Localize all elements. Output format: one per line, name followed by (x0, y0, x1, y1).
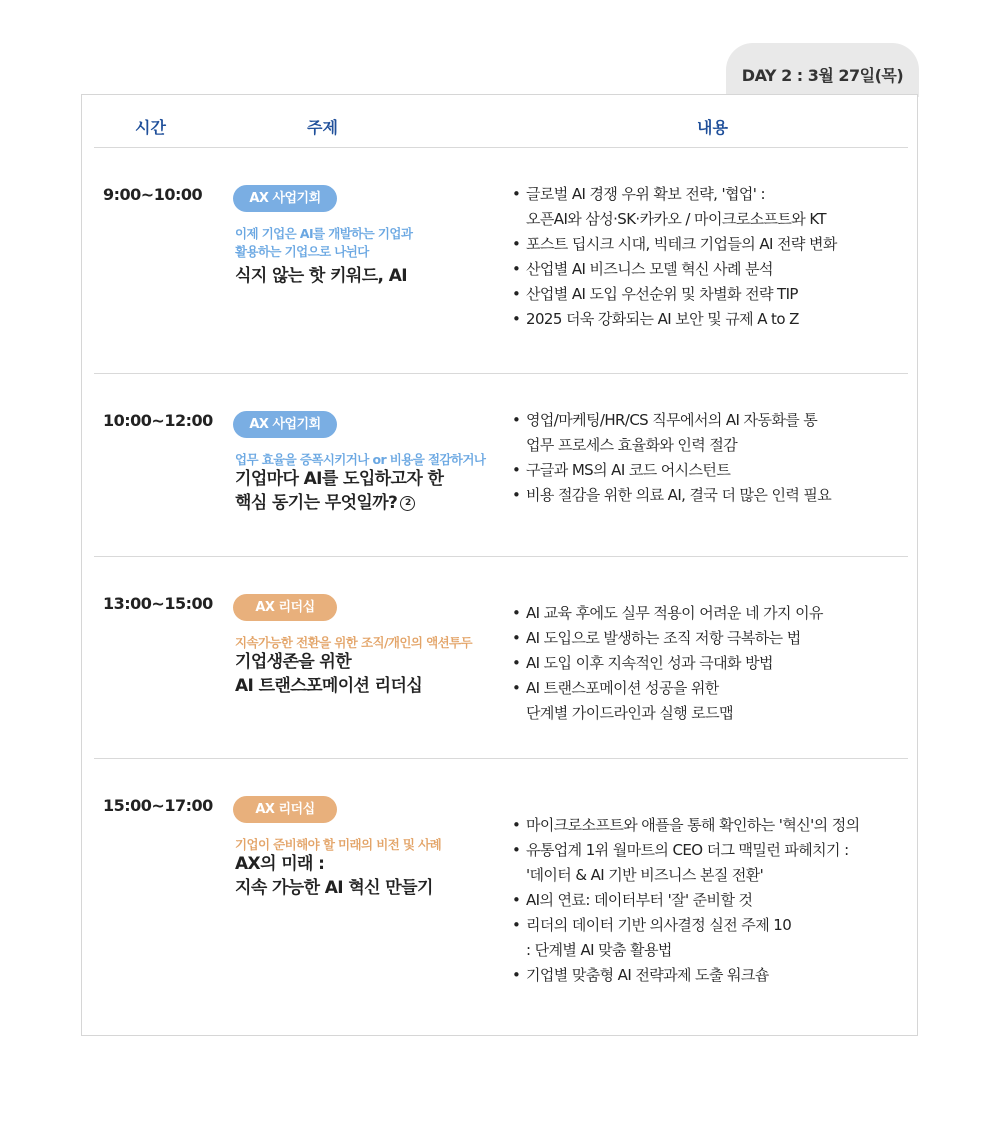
row-divider (94, 556, 908, 557)
circled-number-icon: 2 (400, 496, 415, 511)
session-subtitle: 지속가능한 전환을 위한 조직/개인의 액션투두 (235, 635, 472, 650)
bullet-item: • 리더의 데이터 기반 의사결정 실전 주제 10 : 단계별 AI 맞춤 활용법 (512, 913, 912, 963)
session-tag: AX 리더십 (233, 796, 337, 823)
bullet-item: • 산업별 AI 비즈니스 모델 혁신 사례 분석 (512, 257, 912, 282)
session-title: 식지 않는 핫 키워드, AI (235, 266, 407, 286)
bullet-item: • 글로벌 AI 경쟁 우위 확보 전략, '협업' : 오픈AI와 삼성·SK·카카오 / 마이크로소프트와 KT (512, 182, 912, 232)
session-time: 9:00~10:00 (103, 185, 203, 204)
bullet-item: • 2025 더욱 강화되는 AI 보안 및 규제 A to Z (512, 307, 912, 332)
session-bullets (512, 408, 912, 508)
bullet-item: • 마이크로소프트와 애플을 통해 확인하는 '혁신'의 정의 (512, 813, 912, 838)
session-bullets (512, 813, 912, 988)
row-divider (94, 758, 908, 759)
bullet-item: • 영업/마케팅/HR/CS 직무에서의 AI 자동화를 통 업무 프로세스 효율화와 인력 절감 (512, 408, 912, 458)
bullet-item: • 산업별 AI 도입 우선순위 및 차별화 전략 TIP (512, 282, 912, 307)
bullet-item: • 포스트 딥시크 시대, 빅테크 기업들의 AI 전략 변화 (512, 232, 912, 257)
session-title: 기업마다 AI를 도입하고자 한 핵심 동기는 무엇일까? 2 (235, 469, 444, 513)
session-subtitle: 기업이 준비해야 할 미래의 비전 및 사례 (235, 837, 442, 852)
bullet-item: • AI 도입으로 발생하는 조직 저항 극복하는 법 (512, 626, 912, 651)
schedule-table (81, 94, 918, 1036)
session-subtitle: 업무 효율을 증폭시키거나 or 비용을 절감하거나 (235, 452, 486, 467)
session-tag: AX 사업기회 (233, 185, 337, 212)
bullet-item: • AI의 연료: 데이터부터 '잘' 준비할 것 (512, 888, 912, 913)
session-time: 15:00~17:00 (103, 796, 213, 815)
header-divider (94, 147, 908, 148)
header-content: 내용 (697, 118, 728, 137)
session-title: 기업생존을 위한 AI 트랜스포메이션 리더십 (235, 652, 423, 696)
bullet-item: • 비용 절감을 위한 의료 AI, 결국 더 많은 인력 필요 (512, 483, 912, 508)
session-tag: AX 사업기회 (233, 411, 337, 438)
bullet-item: • 구글과 MS의 AI 코드 어시스턴트 (512, 458, 912, 483)
session-tag: AX 리더십 (233, 594, 337, 621)
session-time: 13:00~15:00 (103, 594, 213, 613)
session-subtitle: 이제 기업은 AI를 개발하는 기업과 활용하는 기업으로 나뉜다 (235, 226, 413, 259)
day-tab: DAY 2 : 3월 27일(목) (726, 43, 919, 97)
bullet-item: • 기업별 맞춤형 AI 전략과제 도출 워크숍 (512, 963, 912, 988)
session-bullets (512, 601, 912, 726)
session-bullets (512, 182, 912, 332)
session-title: AX의 미래 : 지속 가능한 AI 혁신 만들기 (235, 854, 433, 898)
row-divider (94, 373, 908, 374)
bullet-item: • AI 트랜스포메이션 성공을 위한 단계별 가이드라인과 실행 로드맵 (512, 676, 912, 726)
header-time: 시간 (135, 118, 166, 137)
session-time: 10:00~12:00 (103, 411, 213, 430)
bullet-item: • AI 교육 후에도 실무 적용이 어려운 네 가지 이유 (512, 601, 912, 626)
header-topic: 주제 (307, 118, 338, 137)
bullet-item: • AI 도입 이후 지속적인 성과 극대화 방법 (512, 651, 912, 676)
bullet-item: • 유통업계 1위 월마트의 CEO 더그 맥밀런 파헤치기 : '데이터 & AI 기반 비즈니스 본질 전환' (512, 838, 912, 888)
